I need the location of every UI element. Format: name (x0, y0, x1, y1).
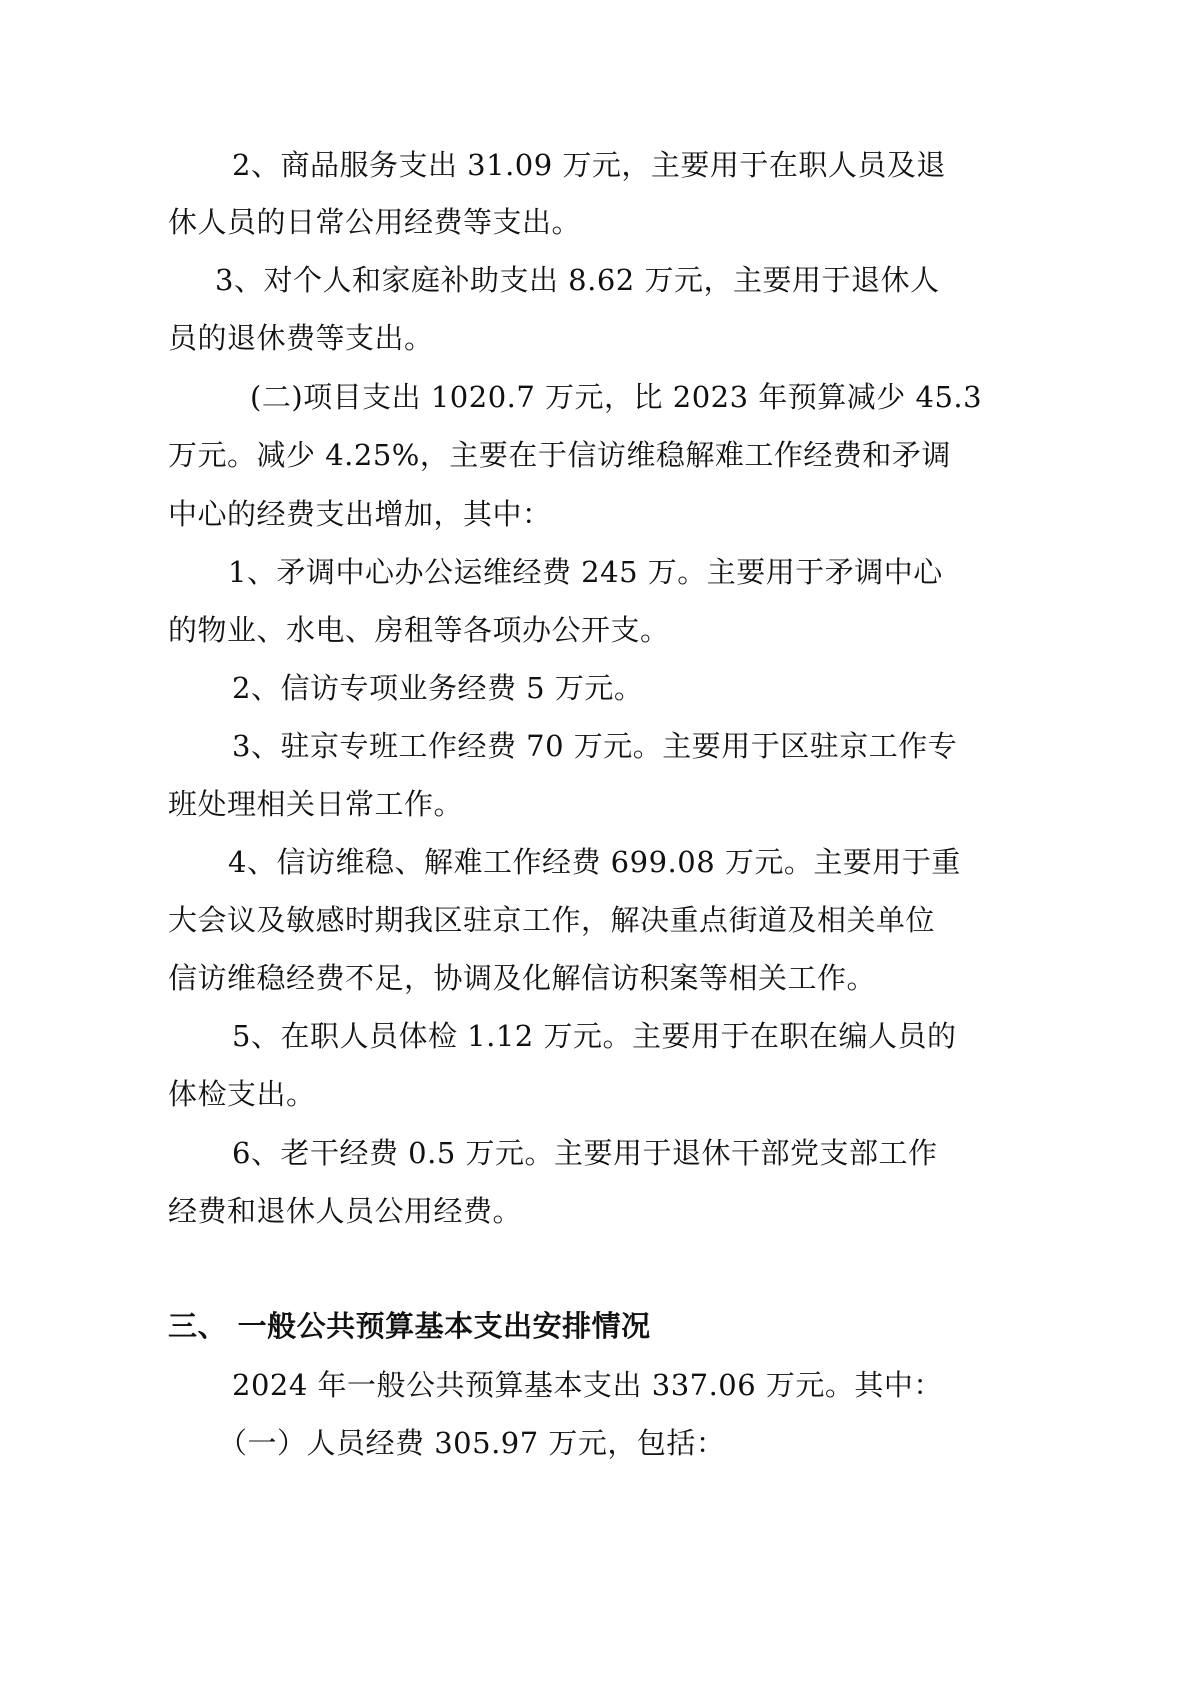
paragraph-line: 信访维稳经费不足，协调及化解信访积案等相关工作。 (168, 961, 877, 995)
paragraph-line: 体检支出。 (168, 1077, 316, 1111)
paragraph-line: 经费和退休人员公用经费。 (168, 1194, 523, 1228)
paragraph-line: 3、驻京专班工作经费 70 万元。主要用于区驻京工作专 (232, 729, 958, 763)
paragraph-line: 万元。减少 4.25%，主要在于信访维稳解难工作经费和矛调 (168, 438, 951, 472)
paragraph-line: 休人员的日常公用经费等支出。 (168, 205, 582, 239)
paragraph-line: 班处理相关日常工作。 (168, 787, 464, 821)
paragraph-line: 4、信访维稳、解难工作经费 699.08 万元。主要用于重 (228, 845, 961, 879)
paragraph-line: 员的退休费等支出。 (168, 321, 434, 355)
paragraph-line: （一）人员经费 305.97 万元，包括： (218, 1426, 726, 1460)
paragraph-line: 6、老干经费 0.5 万元。主要用于退休干部党支部工作 (232, 1136, 938, 1170)
paragraph-line: 1、矛调中心办公运维经费 245 万。主要用于矛调中心 (228, 555, 943, 589)
paragraph-line: 5、在职人员体检 1.12 万元。主要用于在职在编人员的 (232, 1019, 957, 1053)
paragraph-line: 2、商品服务支出 31.09 万元，主要用于在职人员及退 (232, 148, 946, 182)
paragraph-line: 大会议及敏感时期我区驻京工作，解决重点街道及相关单位 (168, 903, 936, 937)
section-heading: 三、 一般公共预算基本支出安排情况 (168, 1309, 651, 1343)
paragraph-line: 的物业、水电、房租等各项办公开支。 (168, 613, 670, 647)
paragraph-line: 2、信访专项业务经费 5 万元。 (232, 671, 644, 705)
paragraph-line: 3、对个人和家庭补助支出 8.62 万元，主要用于退休人 (215, 263, 940, 297)
paragraph-line: 中心的经费支出增加，其中： (168, 497, 552, 531)
paragraph-line: 2024 年一般公共预算基本支出 337.06 万元。其中： (232, 1368, 943, 1402)
paragraph-line: (二)项目支出 1020.7 万元，比 2023 年预算减少 45.3 (250, 380, 983, 414)
